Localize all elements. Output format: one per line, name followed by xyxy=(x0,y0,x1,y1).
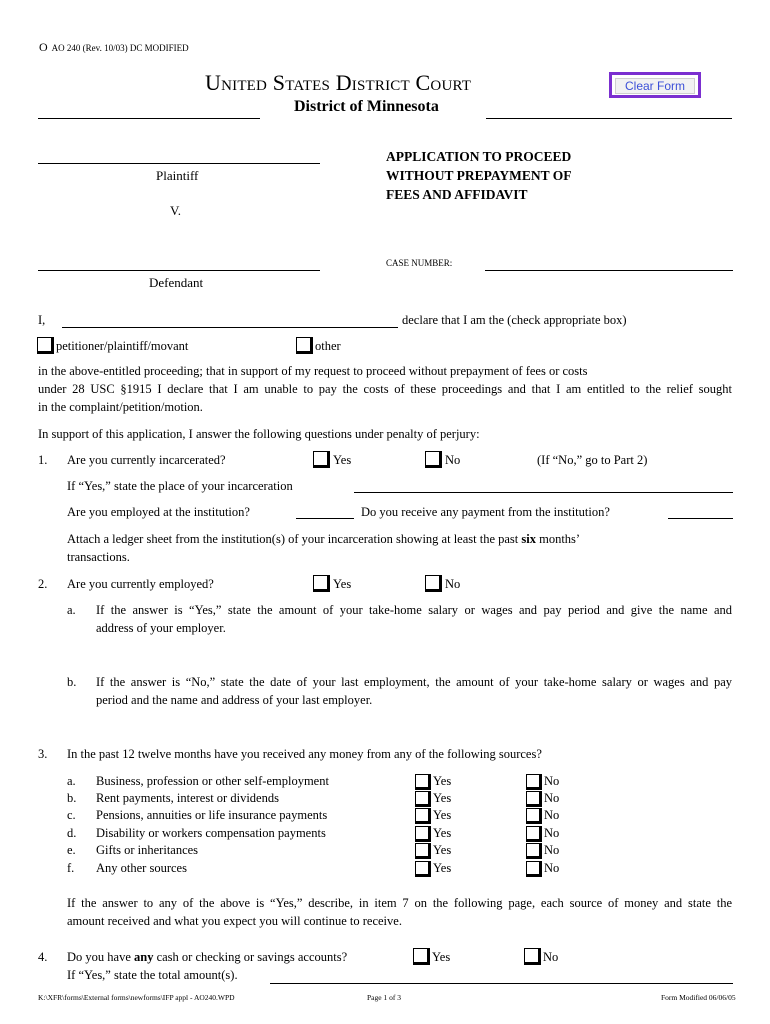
q2-number: 2. xyxy=(38,577,48,591)
form-id-text: AO 240 (Rev. 10/03) DC MODIFIED xyxy=(51,43,189,53)
q3-item-no-checkbox[interactable] xyxy=(526,826,542,842)
q3-item-yes-checkbox[interactable] xyxy=(415,808,431,824)
intro-line-3: in the complaint/petition/motion. xyxy=(38,400,203,414)
district-right-rule xyxy=(486,118,732,119)
q1-employed-label: Are you employed at the institution? xyxy=(67,505,250,519)
clear-form-button[interactable] xyxy=(609,72,701,98)
q1-note: (If “No,” go to Part 2) xyxy=(537,453,648,467)
q3-item-label: a. xyxy=(67,774,76,788)
petitioner-checkbox[interactable] xyxy=(37,337,54,354)
court-title: United States District Court xyxy=(205,70,472,95)
q3-item-label: f. xyxy=(67,861,75,875)
q3-item-yes-checkbox[interactable] xyxy=(415,791,431,807)
q2a-text-line-2: address of your employer. xyxy=(96,621,226,635)
q3-item-no-checkbox[interactable] xyxy=(526,843,542,859)
q3-item-text: Gifts or inheritances xyxy=(96,843,199,857)
defendant-field[interactable] xyxy=(38,270,320,271)
q1-employed-field[interactable] xyxy=(296,518,354,519)
q3-item-yes-label: Yes xyxy=(433,808,452,822)
case-number-label: CASE NUMBER: xyxy=(386,258,453,268)
q3-item-yes-label: Yes xyxy=(433,774,452,788)
q4-amount-field[interactable] xyxy=(270,983,733,984)
q2-yes-checkbox[interactable] xyxy=(313,575,330,592)
q3-item-yes-label: Yes xyxy=(433,861,452,875)
declarant-i-label: I, xyxy=(38,313,46,327)
other-label: other xyxy=(315,339,341,353)
doc-title-line-3: FEES AND AFFIDAVIT xyxy=(386,187,528,202)
q1-attach-part-1: Attach a ledger sheet from the institution(s) of your incarceration showing at least the past xyxy=(67,532,519,546)
declarant-name-field[interactable] xyxy=(62,327,398,328)
q2b-text-line-2: period and the name and address of your last employer. xyxy=(96,693,373,707)
q3-item-yes-checkbox[interactable] xyxy=(415,861,431,877)
q2a-text-line-1: If the answer is “Yes,” state the amount of your take-home salary or wages and pay period and give the name and xyxy=(96,603,732,617)
other-checkbox[interactable] xyxy=(296,337,313,354)
q2b-text-line-1: If the answer is “No,” state the date of your last employment, the amount of your take-home salary or wages and pay xyxy=(96,675,732,689)
q2a-label: a. xyxy=(67,603,76,617)
q2-no-checkbox[interactable] xyxy=(425,575,442,592)
q3-item-yes-label: Yes xyxy=(433,843,452,857)
q1-place-field[interactable] xyxy=(354,492,733,493)
q3-question: In the past 12 twelve months have you received any money from any of the following sources? xyxy=(67,747,542,761)
clear-form-label: Clear Form xyxy=(615,78,695,94)
q3-item-label: d. xyxy=(67,826,77,840)
doc-title-line-2: WITHOUT PREPAYMENT OF xyxy=(386,168,572,183)
q4-yes-checkbox[interactable] xyxy=(413,948,430,965)
footer-modified: Form Modified 06/06/05 xyxy=(661,993,736,1002)
q3-item-yes-checkbox[interactable] xyxy=(415,826,431,842)
q2-question: Are you currently employed? xyxy=(67,577,214,591)
q4-question xyxy=(67,950,347,965)
q3-item-text: Rent payments, interest or dividends xyxy=(96,791,279,805)
case-number-field[interactable] xyxy=(485,270,733,271)
q4-question-bold: any xyxy=(134,950,154,964)
q3-item-yes-checkbox[interactable] xyxy=(415,774,431,790)
q3-item-text: Any other sources xyxy=(96,861,187,875)
q3-item-no-label: No xyxy=(544,774,560,788)
q3-item-no-checkbox[interactable] xyxy=(526,774,542,790)
q3-item-text: Pensions, annuities or life insurance payments xyxy=(96,808,328,822)
q1-question: Are you currently incarcerated? xyxy=(67,453,226,467)
q2b-label: b. xyxy=(67,675,77,689)
q4-no-checkbox[interactable] xyxy=(524,948,541,965)
footer-page: Page 1 of 3 xyxy=(367,993,401,1002)
q3-item-text: Disability or workers compensation payments xyxy=(96,826,326,840)
q4-question-part-1: Do you have xyxy=(67,950,131,964)
q3-item-no-label: No xyxy=(544,791,560,805)
q1-attach-bold: six xyxy=(521,532,536,546)
q4-amount-label: If “Yes,” state the total amount(s). xyxy=(67,968,238,982)
q1-payment-field[interactable] xyxy=(668,518,733,519)
q3-item-label: b. xyxy=(67,791,77,805)
q3-describe-line-1: If the answer to any of the above is “Yes,” describe, in item 7 on the following page, each source of money and state the xyxy=(67,896,732,910)
q4-question-part-2: cash or checking or savings accounts? xyxy=(156,950,348,964)
q2-yes-label: Yes xyxy=(333,577,352,591)
q3-number: 3. xyxy=(38,747,48,761)
q3-item-yes-label: Yes xyxy=(433,791,452,805)
form-id-o-mark: O xyxy=(39,40,48,54)
district-left-rule xyxy=(38,118,260,119)
q4-no-label: No xyxy=(543,950,559,964)
footer-path: K:\XFR\forms\External forms\newforms\IFP appl - AO240.WPD xyxy=(38,993,235,1002)
plaintiff-field[interactable] xyxy=(38,163,320,164)
defendant-label: Defendant xyxy=(149,275,204,290)
intro-support: In support of this application, I answer the following questions under penalty of perjury: xyxy=(38,427,480,441)
q1-no-checkbox[interactable] xyxy=(425,451,442,468)
petitioner-label: petitioner/plaintiff/movant xyxy=(56,339,189,353)
q3-item-no-label: No xyxy=(544,861,560,875)
q1-yes-checkbox[interactable] xyxy=(313,451,330,468)
q3-describe-line-2: amount received and what you expect you will continue to receive. xyxy=(67,914,402,928)
q3-item-label: c. xyxy=(67,808,76,822)
q1-no-label: No xyxy=(445,453,461,467)
q1-yes-label: Yes xyxy=(333,453,352,467)
q4-number: 4. xyxy=(38,950,48,964)
declare-text: declare that I am the (check appropriate box) xyxy=(402,313,627,327)
intro-line-2: under 28 USC §1915 I declare that I am unable to pay the costs of these proceedings and that I am entitled to the relief sought xyxy=(38,382,732,396)
q3-item-no-label: No xyxy=(544,808,560,822)
q3-item-no-label: No xyxy=(544,843,560,857)
q2-no-label: No xyxy=(445,577,461,591)
q1-number: 1. xyxy=(38,453,48,467)
q1-payment-label: Do you receive any payment from the institution? xyxy=(361,505,610,519)
q3-item-no-label: No xyxy=(544,826,560,840)
q4-yes-label: Yes xyxy=(432,950,451,964)
q1-attach-text xyxy=(67,532,580,547)
form-id-header xyxy=(39,38,189,56)
q3-item-text: Business, profession or other self-employment xyxy=(96,774,329,788)
q3-item-yes-label: Yes xyxy=(433,826,452,840)
doc-title-line-1: APPLICATION TO PROCEED xyxy=(386,149,572,164)
district-name: District of Minnesota xyxy=(294,98,439,115)
q1-place-label: If “Yes,” state the place of your incarceration xyxy=(67,479,293,493)
q3-item-no-checkbox[interactable] xyxy=(526,861,542,877)
q3-item-yes-checkbox[interactable] xyxy=(415,843,431,859)
q1-attach-part-2: months’ xyxy=(539,532,581,546)
intro-line-1: in the above-entitled proceeding; that in support of my request to proceed without prepayment of fees or costs xyxy=(38,364,588,378)
q1-attach-line-2: transactions. xyxy=(67,550,130,564)
q3-item-no-checkbox[interactable] xyxy=(526,808,542,824)
plaintiff-label: Plaintiff xyxy=(156,168,199,183)
versus-label: V. xyxy=(170,203,181,218)
q3-item-no-checkbox[interactable] xyxy=(526,791,542,807)
q3-item-label: e. xyxy=(67,843,76,857)
